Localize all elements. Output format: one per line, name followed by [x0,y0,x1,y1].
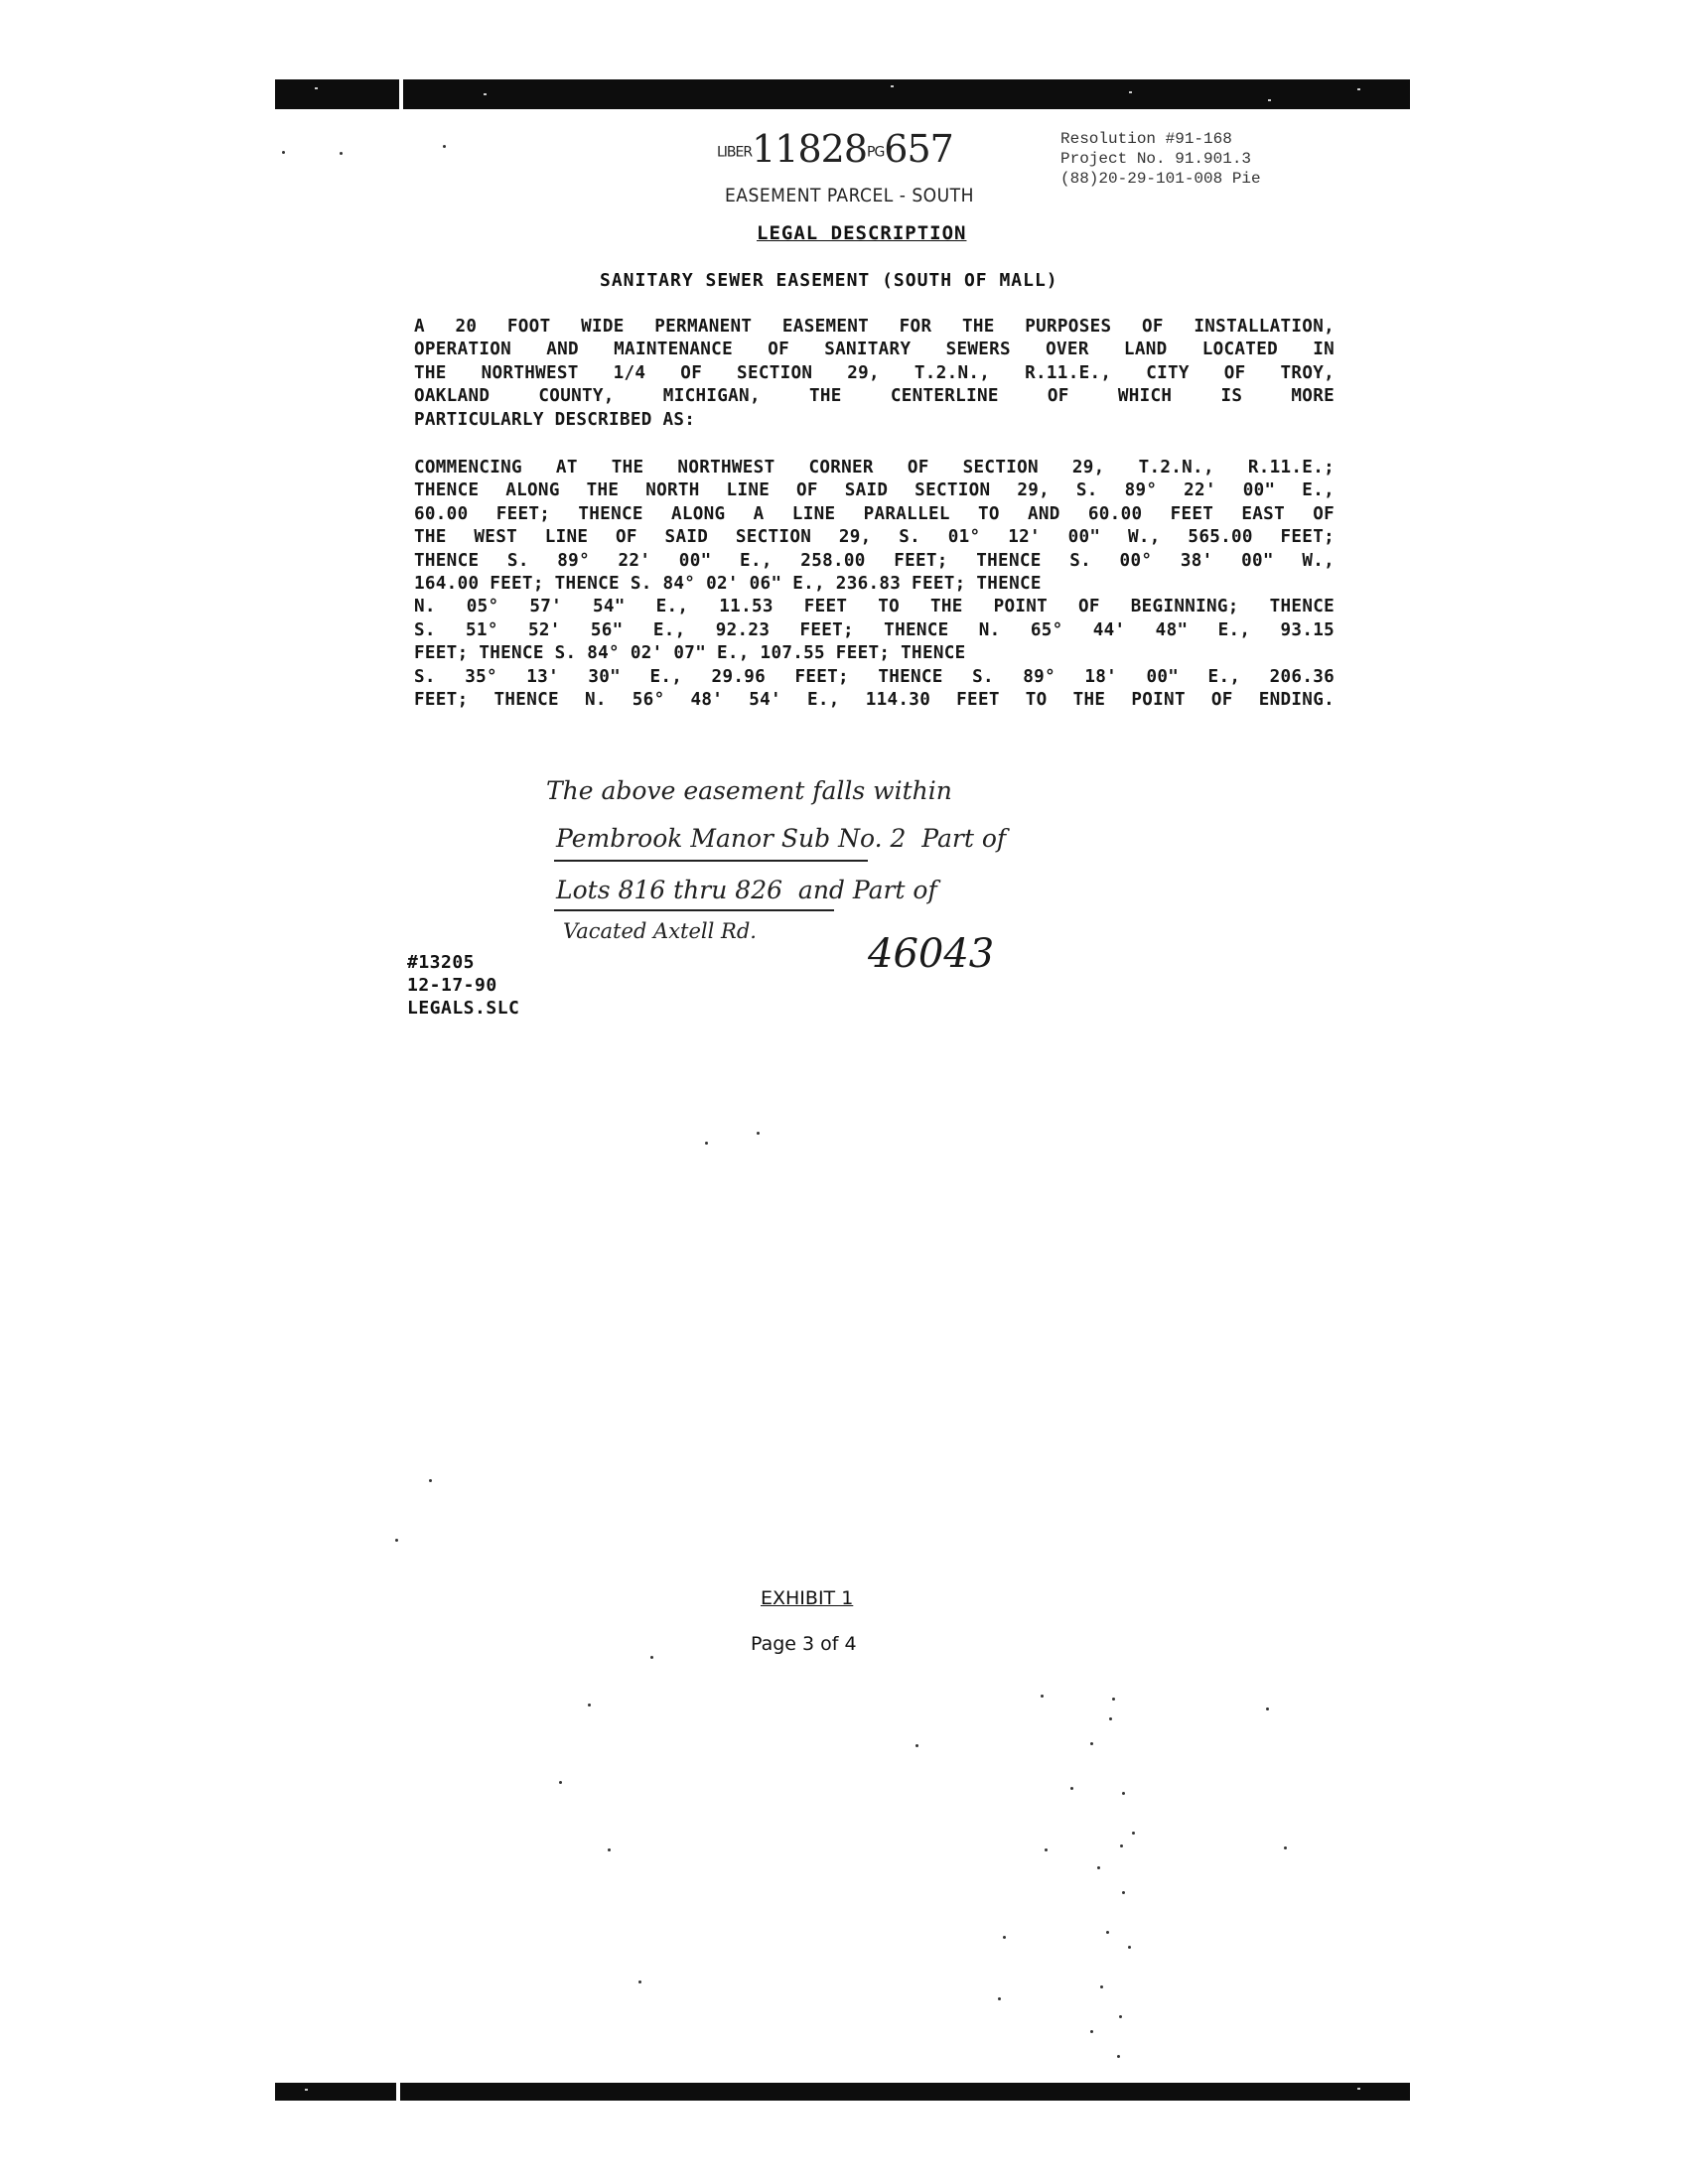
top-scan-border [275,79,1410,109]
file-date: 12-17-90 [407,975,497,996]
file-reference [407,951,519,1020]
handwritten-note-line: Pembrook Manor Sub No. 2 Part of [556,824,1007,853]
liber-page-stamp: LIBER11828PG657 [717,127,953,171]
handwritten-underline [554,860,868,862]
handwritten-number: 46043 [868,931,995,977]
reference-block [1060,129,1261,189]
handwritten-note-line: Vacated Axtell Rd. [563,919,757,943]
resolution-number: Resolution #91-168 [1060,130,1232,148]
document-title: SANITARY SEWER EASEMENT (SOUTH OF MALL) [600,270,1058,291]
handwritten-note-line: The above easement falls within [546,776,952,805]
file-name: LEGALS.SLC [407,998,520,1019]
project-number: Project No. 91.901.3 [1060,150,1252,168]
page-number: Page 3 of 4 [751,1633,857,1655]
handwritten-note-line: Lots 816 thru 826 and Part of [556,876,937,904]
handwritten-underline [554,909,834,911]
job-number: #13205 [407,952,476,973]
paragraph-intro: A 20 FOOT WIDE PERMANENT EASEMENT FOR THE PURPOSES OF INSTALLATION, OPERATION AND MAINTENANCE OF SANITARY SEWERS OVER LAND LOCATED IN THE NORTHWEST 1/4 OF SECTION 29, T.2.N., R.11.E., CITY OF TROY, OAKLAND COUNTY, MICHIGAN, THE CENTERLINE OF WHICH IS MORE PARTICULARLY DESCRIBED AS: [414,317,1335,430]
legal-description-heading: LEGAL DESCRIPTION [757,222,967,244]
exhibit-label: EXHIBIT 1 [761,1587,854,1609]
parcel-heading: EASEMENT PARCEL - SOUTH [725,185,974,206]
bottom-scan-border [275,2083,1410,2101]
parcel-id: (88)20-29-101-008 Pie [1060,170,1261,188]
paragraph-description: COMMENCING AT THE NORTHWEST CORNER OF SECTION 29, T.2.N., R.11.E.; THENCE ALONG THE NORTH LINE OF SAID SECTION 29, S. 89° 22' 00" E., 60.00 FEET; THENCE ALONG A LINE PARALLEL TO AND 60.00 FEET EAST OF THE WEST LINE OF SAID SECTION 29, S. 01° 12' 00" W., 565.00 FEET; THENCE S. 89° 22' 00" E., 258.00 FEET; THENCE S. 00° 38' 00" W., 164.00 FEET; THENCE S. 84° 02' 06" E., 236.83 FEET; THENCE N. 05° 57' 54" E., 11.53 FEET TO THE POINT OF BEGINNING; THENCE S. 51° 52' 56" E., 92.23 FEET; THENCE N. 65° 44' 48" E., 93.15 FEET; THENCE S. 84° 02' 07" E., 107.55 FEET; THENCE S. 35° 13' 30" E., 29.96 FEET; THENCE S. 89° 18' 00" E., 206.36 FEET; THENCE N. 56° 48' 54' E., 114.30 FEET TO THE POINT OF ENDING. [414,458,1335,711]
